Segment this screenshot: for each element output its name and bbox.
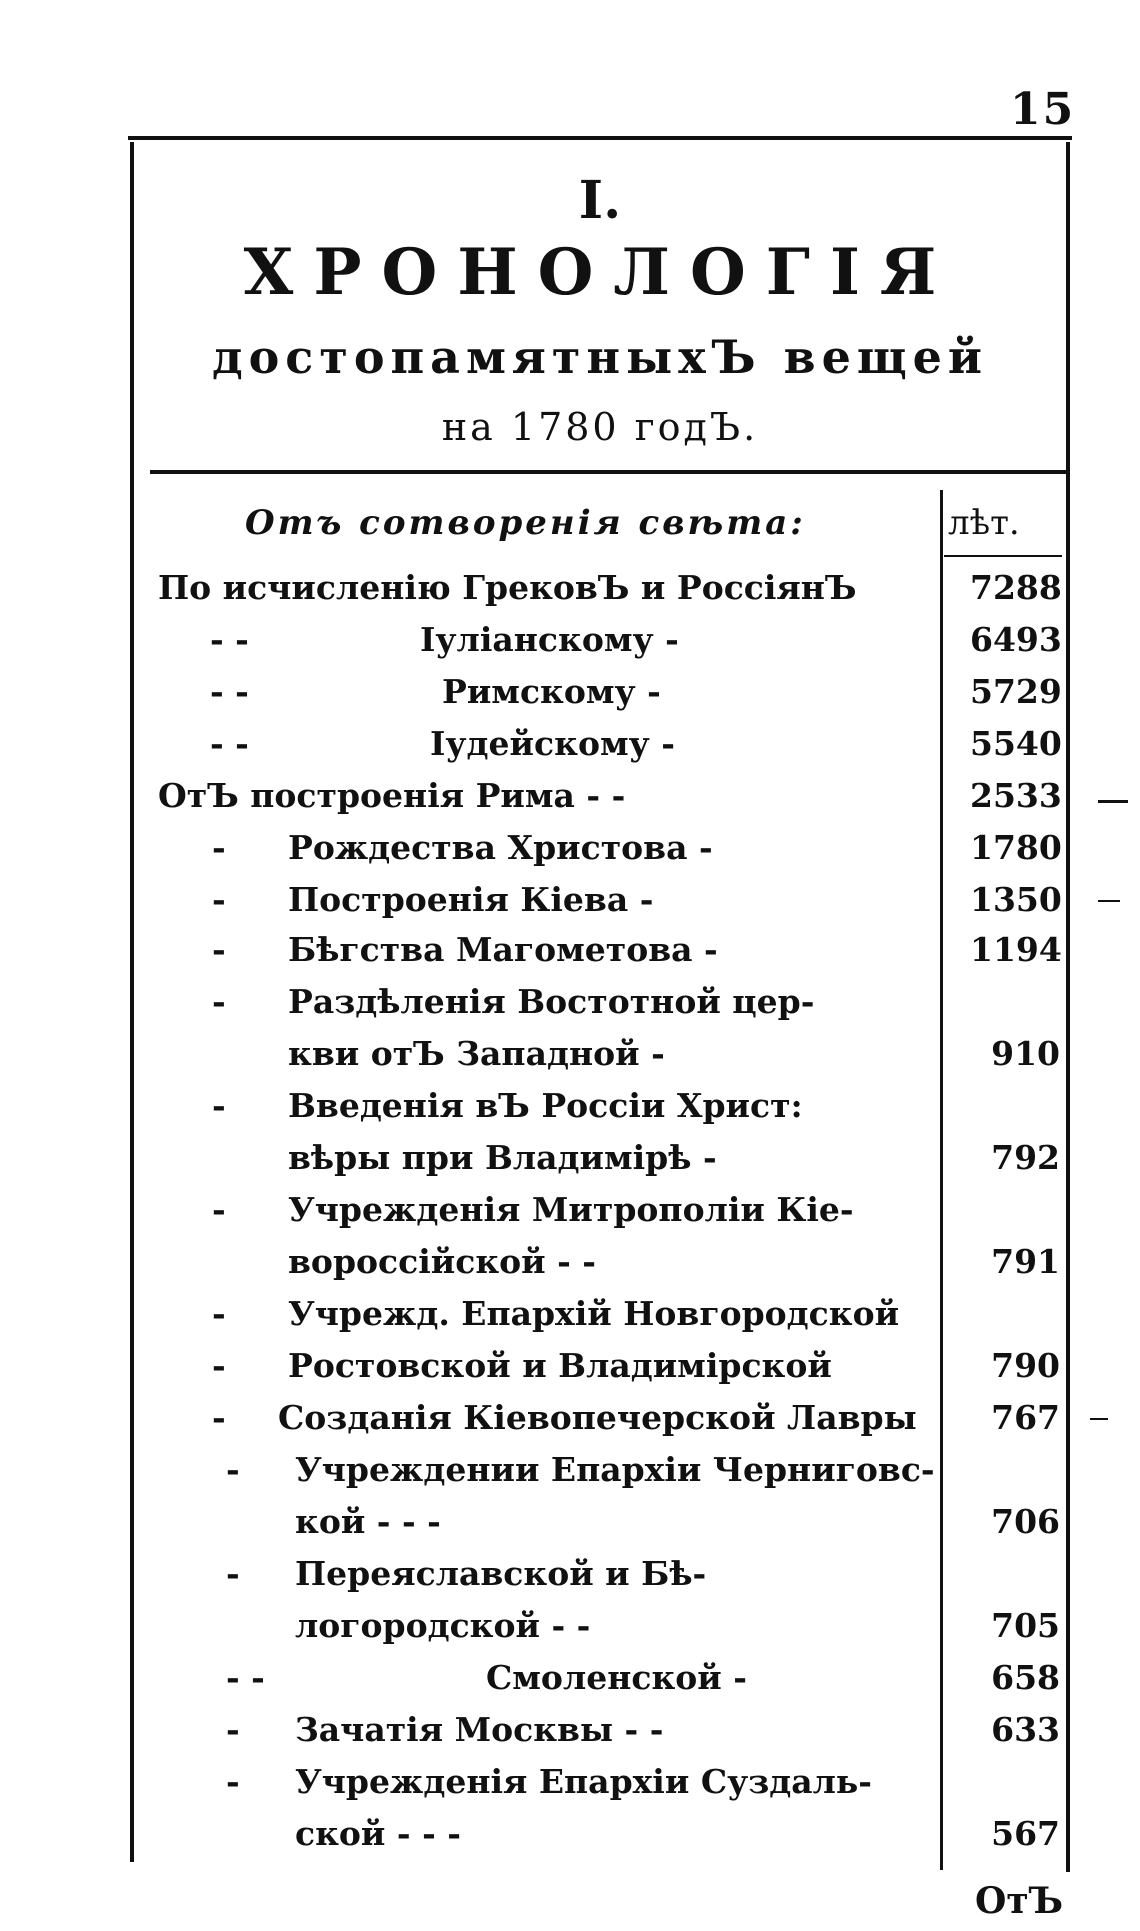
row-text: Введенія вЪ Россіи Христ: — [288, 1086, 803, 1125]
row-dash: - — [212, 1190, 226, 1229]
margin-mark — [1098, 800, 1128, 803]
row-value: 790 — [991, 1346, 1060, 1385]
row-text: Бѣгства Магометова - — [288, 930, 718, 969]
row-dash: - - — [226, 1658, 265, 1697]
row-value: 792 — [991, 1138, 1060, 1177]
table-row — [150, 982, 1050, 1030]
row-value: 767 — [991, 1398, 1060, 1437]
row-dash: - — [226, 1762, 240, 1801]
table-row — [150, 1762, 1050, 1810]
row-value: 567 — [991, 1814, 1060, 1853]
table-row — [150, 1242, 1060, 1290]
row-text: Переяславской и Бѣ- — [295, 1554, 707, 1593]
table-row — [150, 1086, 1050, 1134]
row-text: Рождества Христова - — [288, 828, 713, 867]
frame-right-rule — [1066, 142, 1070, 1872]
row-text: Раздѣленія Востотной цер- — [288, 982, 815, 1021]
table-row — [150, 1450, 1050, 1498]
table-row — [150, 1294, 1050, 1342]
catchword: ОтЪ — [975, 1880, 1064, 1922]
row-text: Учреждении Епархіи Черниговс- — [295, 1450, 935, 1489]
row-text: кви отЪ Западной - — [288, 1034, 665, 1073]
row-text: вѣры при Владимірѣ - — [288, 1138, 717, 1177]
row-text: ОтЪ построенія Рима - - — [158, 776, 626, 815]
row-text: Зачатія Москвы - - — [295, 1710, 664, 1749]
row-value: 1780 — [970, 828, 1062, 867]
row-dash: - — [212, 1294, 226, 1333]
row-text: Римскому - — [442, 672, 661, 711]
row-value: 1194 — [970, 930, 1062, 969]
year-line: на 1780 годЪ. — [441, 405, 759, 449]
row-text: кой - - - — [295, 1502, 441, 1541]
page-title: ХРОНОЛОГІЯ — [243, 235, 957, 310]
row-text: Учрежденія Митрополіи Кіе- — [288, 1190, 854, 1229]
table-row — [150, 1814, 1060, 1862]
row-text: Построенія Кіева - — [288, 880, 654, 919]
row-text: По исчисленію ГрековЪ и РоссіянЪ — [158, 568, 857, 607]
page-subtitle: достопамятныхЪ вещей — [211, 330, 989, 384]
row-value: 658 — [991, 1658, 1060, 1697]
page-number: 15 — [1010, 84, 1076, 135]
table-row — [150, 1554, 1050, 1602]
row-text: ской - - - — [295, 1814, 461, 1853]
row-dash: - - — [210, 672, 249, 711]
table-row — [150, 1398, 1060, 1446]
row-text: Смоленской - — [486, 1658, 747, 1697]
section-number: I. — [578, 170, 622, 231]
margin-mark — [1098, 900, 1120, 902]
row-value: 910 — [991, 1034, 1060, 1073]
heading-bottom-rule — [150, 470, 1070, 474]
row-value: 5540 — [970, 724, 1062, 763]
row-dash: - — [212, 1086, 226, 1125]
row-text: логородской - - — [295, 1606, 591, 1645]
row-dash: - — [212, 828, 226, 867]
margin-mark — [1090, 1418, 1108, 1420]
table-row — [150, 1502, 1060, 1550]
row-value: 633 — [991, 1710, 1060, 1749]
years-column-label: лѣт. — [948, 503, 1020, 543]
table-row — [150, 1190, 1050, 1238]
row-dash: - — [212, 1398, 226, 1437]
row-dash: - - — [210, 620, 249, 659]
table-row — [150, 568, 1062, 616]
row-dash: - — [226, 1710, 240, 1749]
frame-left-rule — [130, 142, 134, 1862]
table-row — [150, 1346, 1060, 1394]
row-value: 7288 — [970, 568, 1062, 607]
table-row — [150, 1138, 1060, 1186]
row-text: Учрежденія Епархіи Суздаль- — [295, 1762, 873, 1801]
row-text: Созданія Кіевопечерской Лавры — [278, 1398, 917, 1437]
row-value: 2533 — [970, 776, 1062, 815]
row-value: 5729 — [970, 672, 1062, 711]
frame-top-rule — [128, 136, 1072, 140]
row-dash: - — [226, 1450, 240, 1489]
row-value: 6493 — [970, 620, 1062, 659]
row-value: 705 — [991, 1606, 1060, 1645]
table-row — [150, 776, 1062, 824]
row-text: Іудейскому - — [430, 724, 675, 763]
row-text: Іуліанскому - — [420, 620, 679, 659]
table-row — [150, 1034, 1060, 1082]
row-value: 1350 — [970, 880, 1062, 919]
row-dash: - — [212, 982, 226, 1021]
row-value: 706 — [991, 1502, 1060, 1541]
row-dash: - - — [210, 724, 249, 763]
row-dash: - — [212, 880, 226, 919]
row-text: вороссійской - - — [288, 1242, 597, 1281]
era-column-label: Отъ сотворенія свѣта: — [245, 503, 806, 543]
years-header-rule — [944, 555, 1062, 557]
table-row — [150, 620, 1062, 668]
row-dash: - — [212, 930, 226, 969]
table-row — [150, 930, 1062, 978]
table-row — [150, 724, 1062, 772]
table-row — [150, 1710, 1060, 1758]
table-row — [150, 1606, 1060, 1654]
table-row — [150, 672, 1062, 720]
row-value: 791 — [991, 1242, 1060, 1281]
row-text: Ростовской и Владимірской — [288, 1346, 832, 1385]
table-row — [150, 880, 1062, 928]
row-dash: - — [226, 1554, 240, 1593]
table-row — [150, 828, 1062, 876]
row-text: Учрежд. Епархій Новгородской — [288, 1294, 900, 1333]
row-dash: - — [212, 1346, 226, 1385]
table-row — [150, 1658, 1060, 1706]
